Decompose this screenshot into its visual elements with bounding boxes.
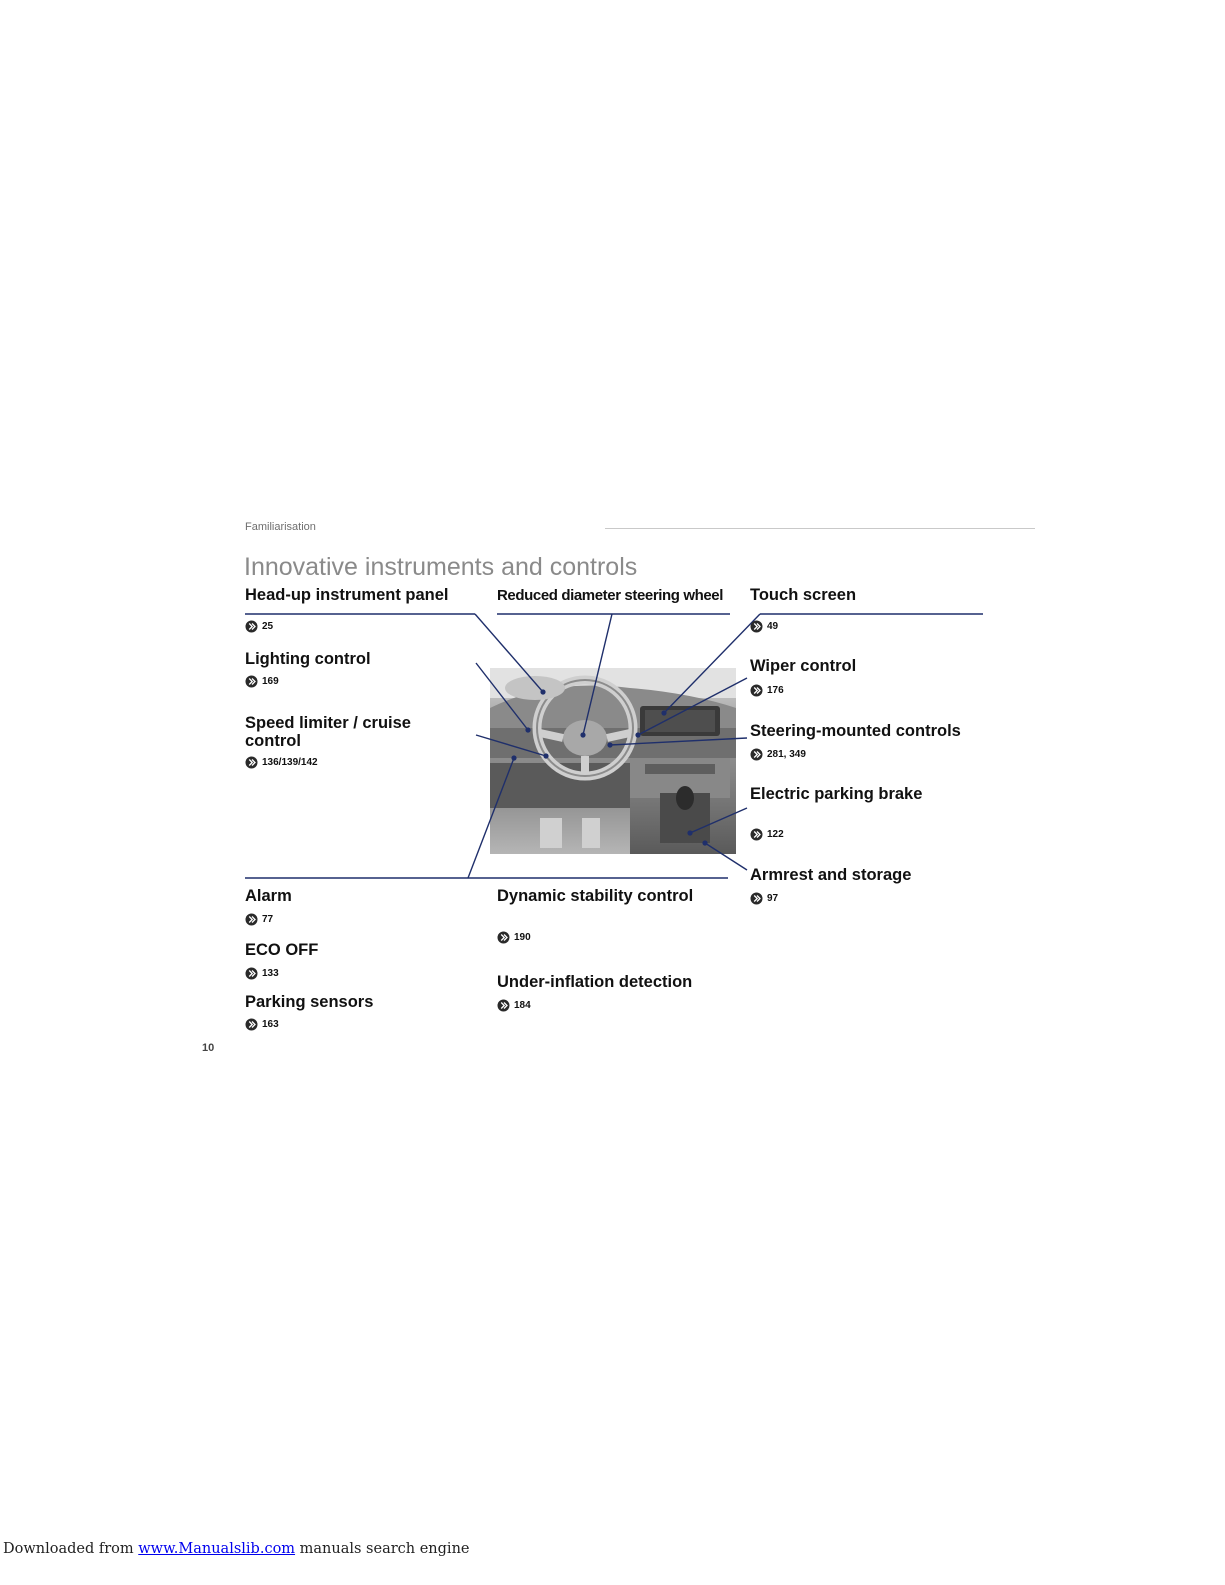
page-number: 10	[202, 1042, 215, 1054]
parking-sensors-ref[interactable]	[245, 1018, 279, 1031]
chevron-circle-icon	[245, 967, 258, 980]
head-up-ref[interactable]	[245, 620, 273, 633]
page-title: Innovative instruments and controls	[244, 553, 638, 581]
armrest-ref[interactable]	[750, 892, 778, 905]
steering-controls-ref-number: 281, 349	[767, 749, 806, 760]
lighting-label: Lighting control	[245, 650, 371, 668]
chevron-circle-icon	[497, 931, 510, 944]
alarm-label: Alarm	[245, 887, 292, 905]
armrest-label: Armrest and storage	[750, 866, 912, 884]
section-name: Familiarisation	[245, 521, 316, 533]
head-up-ref-number: 25	[262, 621, 274, 632]
lighting-ref-number: 169	[262, 676, 279, 687]
head-up-label: Head-up instrument panel	[245, 586, 449, 604]
parking-sensors-ref-number: 163	[262, 1019, 279, 1030]
speed-limiter-ref[interactable]	[245, 756, 318, 769]
speed-limiter-label-line2: control	[245, 732, 301, 750]
chevron-circle-icon	[245, 675, 258, 688]
wiper-ref-number: 176	[767, 685, 784, 696]
footer-prefix: Downloaded from	[3, 1541, 139, 1557]
eco-off-ref[interactable]	[245, 967, 279, 980]
chevron-circle-icon	[750, 828, 763, 841]
stability-ref[interactable]	[497, 931, 531, 944]
speed-limiter-label-line1: Speed limiter / cruise	[245, 714, 411, 732]
chevron-circle-icon	[750, 620, 763, 633]
chevron-circle-icon	[750, 748, 763, 761]
touch-screen-label: Touch screen	[750, 586, 857, 604]
chevron-circle-icon	[750, 892, 763, 905]
chevron-circle-icon	[245, 620, 258, 633]
steering-controls-label: Steering-mounted controls	[750, 722, 961, 740]
touch-screen-ref-number: 49	[767, 621, 779, 632]
under-inflation-label: Under-inflation detection	[497, 973, 693, 991]
under-inflation-ref-number: 184	[514, 1000, 531, 1011]
speed-limiter-ref-number: 136/139/142	[262, 757, 318, 768]
wiper-ref[interactable]	[750, 684, 784, 697]
steering-controls-ref[interactable]	[750, 748, 806, 761]
lighting-ref[interactable]	[245, 675, 279, 688]
steering-wheel-label: Reduced diameter steering wheel	[497, 587, 724, 604]
stability-label: Dynamic stability control	[497, 887, 694, 905]
footer-link[interactable]: www.Manualslib.com	[138, 1541, 296, 1557]
eco-off-label: ECO OFF	[245, 941, 319, 959]
alarm-ref-number: 77	[262, 914, 274, 925]
parking-brake-label: Electric parking brake	[750, 785, 923, 803]
chevron-circle-icon	[750, 684, 763, 697]
under-inflation-ref[interactable]	[497, 999, 531, 1012]
touch-screen-ref[interactable]	[750, 620, 778, 633]
header-rule	[605, 528, 1035, 529]
armrest-ref-number: 97	[767, 893, 779, 904]
wiper-label: Wiper control	[750, 657, 857, 675]
parking-sensors-label: Parking sensors	[245, 993, 374, 1011]
chevron-circle-icon	[497, 999, 510, 1012]
chevron-circle-icon	[245, 756, 258, 769]
dashboard-photo	[490, 668, 736, 854]
eco-off-ref-number: 133	[262, 968, 279, 979]
footer-suffix: manuals search engine	[295, 1541, 470, 1557]
stability-ref-number: 190	[514, 932, 531, 943]
parking-brake-ref[interactable]	[750, 828, 784, 841]
chevron-circle-icon	[245, 1018, 258, 1031]
dashboard-illustration	[490, 668, 736, 854]
alarm-ref[interactable]	[245, 913, 273, 926]
chevron-circle-icon	[245, 913, 258, 926]
parking-brake-ref-number: 122	[767, 829, 784, 840]
footer	[3, 1541, 470, 1557]
